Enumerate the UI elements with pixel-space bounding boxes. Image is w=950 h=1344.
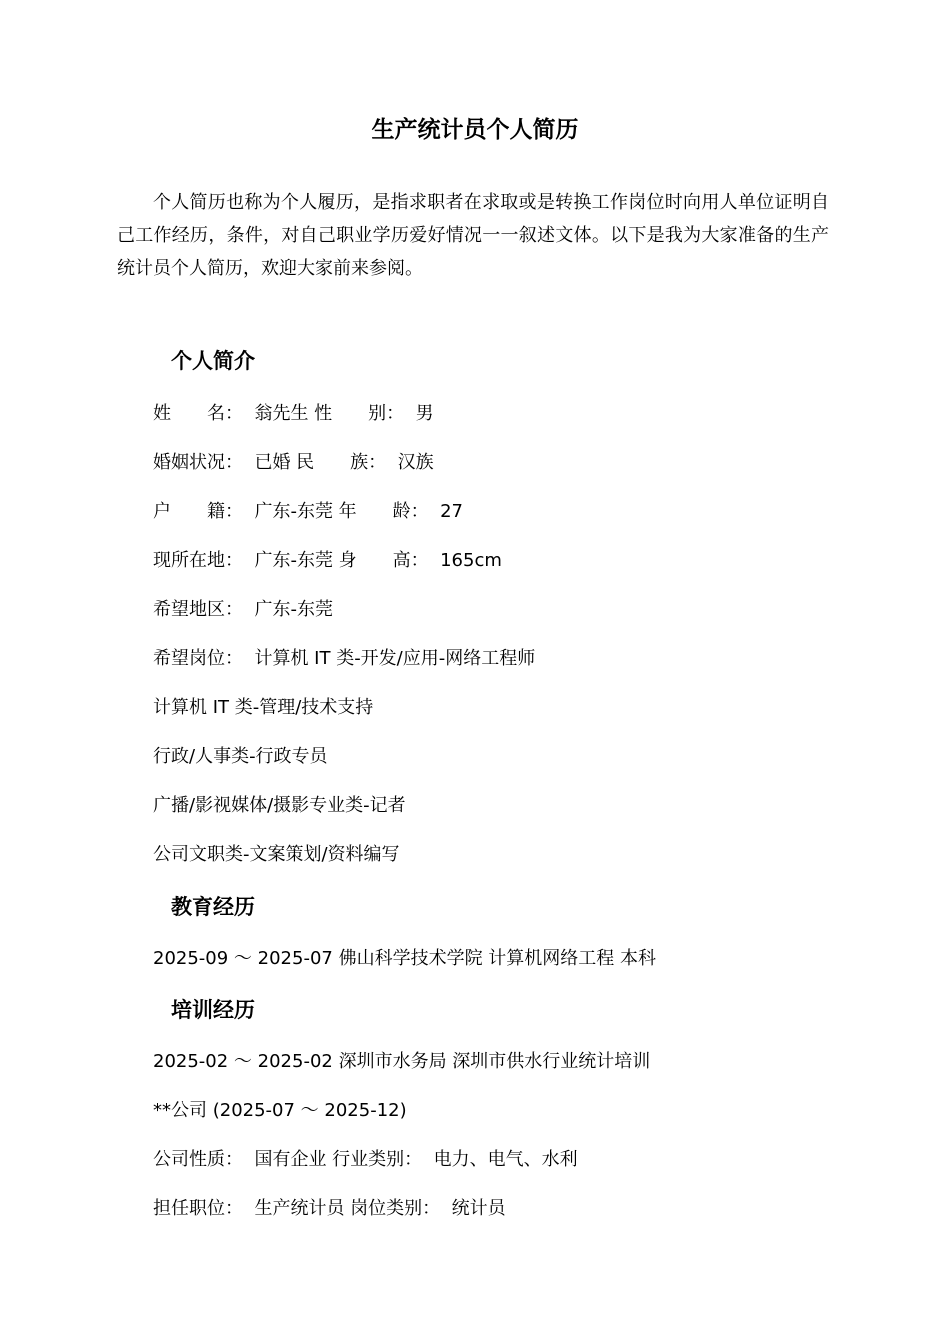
profile-line-marital-ethnicity: 婚姻状况： 已婚 民 族： 汉族: [153, 452, 434, 473]
intro-paragraph: 个人简历也称为个人履历，是指求职者在求取或是转换工作岗位时向用人单位证明自己工作经历，条件，对自己职业学历爱好情况一一叙述文体。以下是我为大家准备的生产统计员个人简历，欢迎大家前来参阅。: [117, 192, 829, 279]
profile-line-hometown-age: 户 籍： 广东-东莞 年 龄： 27: [153, 501, 464, 522]
training-line: 2025-02 ～ 2025-02 深圳市水务局 深圳市供水行业统计培训: [153, 1051, 651, 1072]
section-heading-profile: 个人简介: [171, 349, 255, 373]
profile-line-position-4: 广播/影视媒体/摄影专业类-记者: [153, 795, 406, 816]
company-line: **公司 (2025-07 ～ 2025-12): [153, 1100, 407, 1121]
profile-line-position-3: 行政/人事类-行政专员: [153, 746, 328, 767]
section-heading-training: 培训经历: [171, 998, 255, 1022]
education-line: 2025-09 ～ 2025-07 佛山科学技术学院 计算机网络工程 本科: [153, 948, 657, 969]
profile-line-desired-position: 希望岗位： 计算机 IT 类-开发/应用-网络工程师: [153, 648, 536, 669]
page-title: 生产统计员个人简历: [371, 117, 579, 143]
section-heading-education: 教育经历: [171, 895, 255, 919]
profile-line-location-height: 现所在地： 广东-东莞 身 高： 165cm: [153, 550, 502, 571]
profile-line-position-2: 计算机 IT 类-管理/技术支持: [153, 697, 374, 718]
job-title-line: 担任职位： 生产统计员 岗位类别： 统计员: [153, 1198, 506, 1219]
profile-line-name-gender: 姓 名： 翁先生 性 别： 男: [153, 403, 434, 424]
company-nature-line: 公司性质： 国有企业 行业类别： 电力、电气、水利: [153, 1149, 578, 1170]
profile-line-desired-region: 希望地区： 广东-东莞: [153, 599, 333, 620]
profile-line-position-5: 公司文职类-文案策划/资料编写: [153, 844, 400, 865]
